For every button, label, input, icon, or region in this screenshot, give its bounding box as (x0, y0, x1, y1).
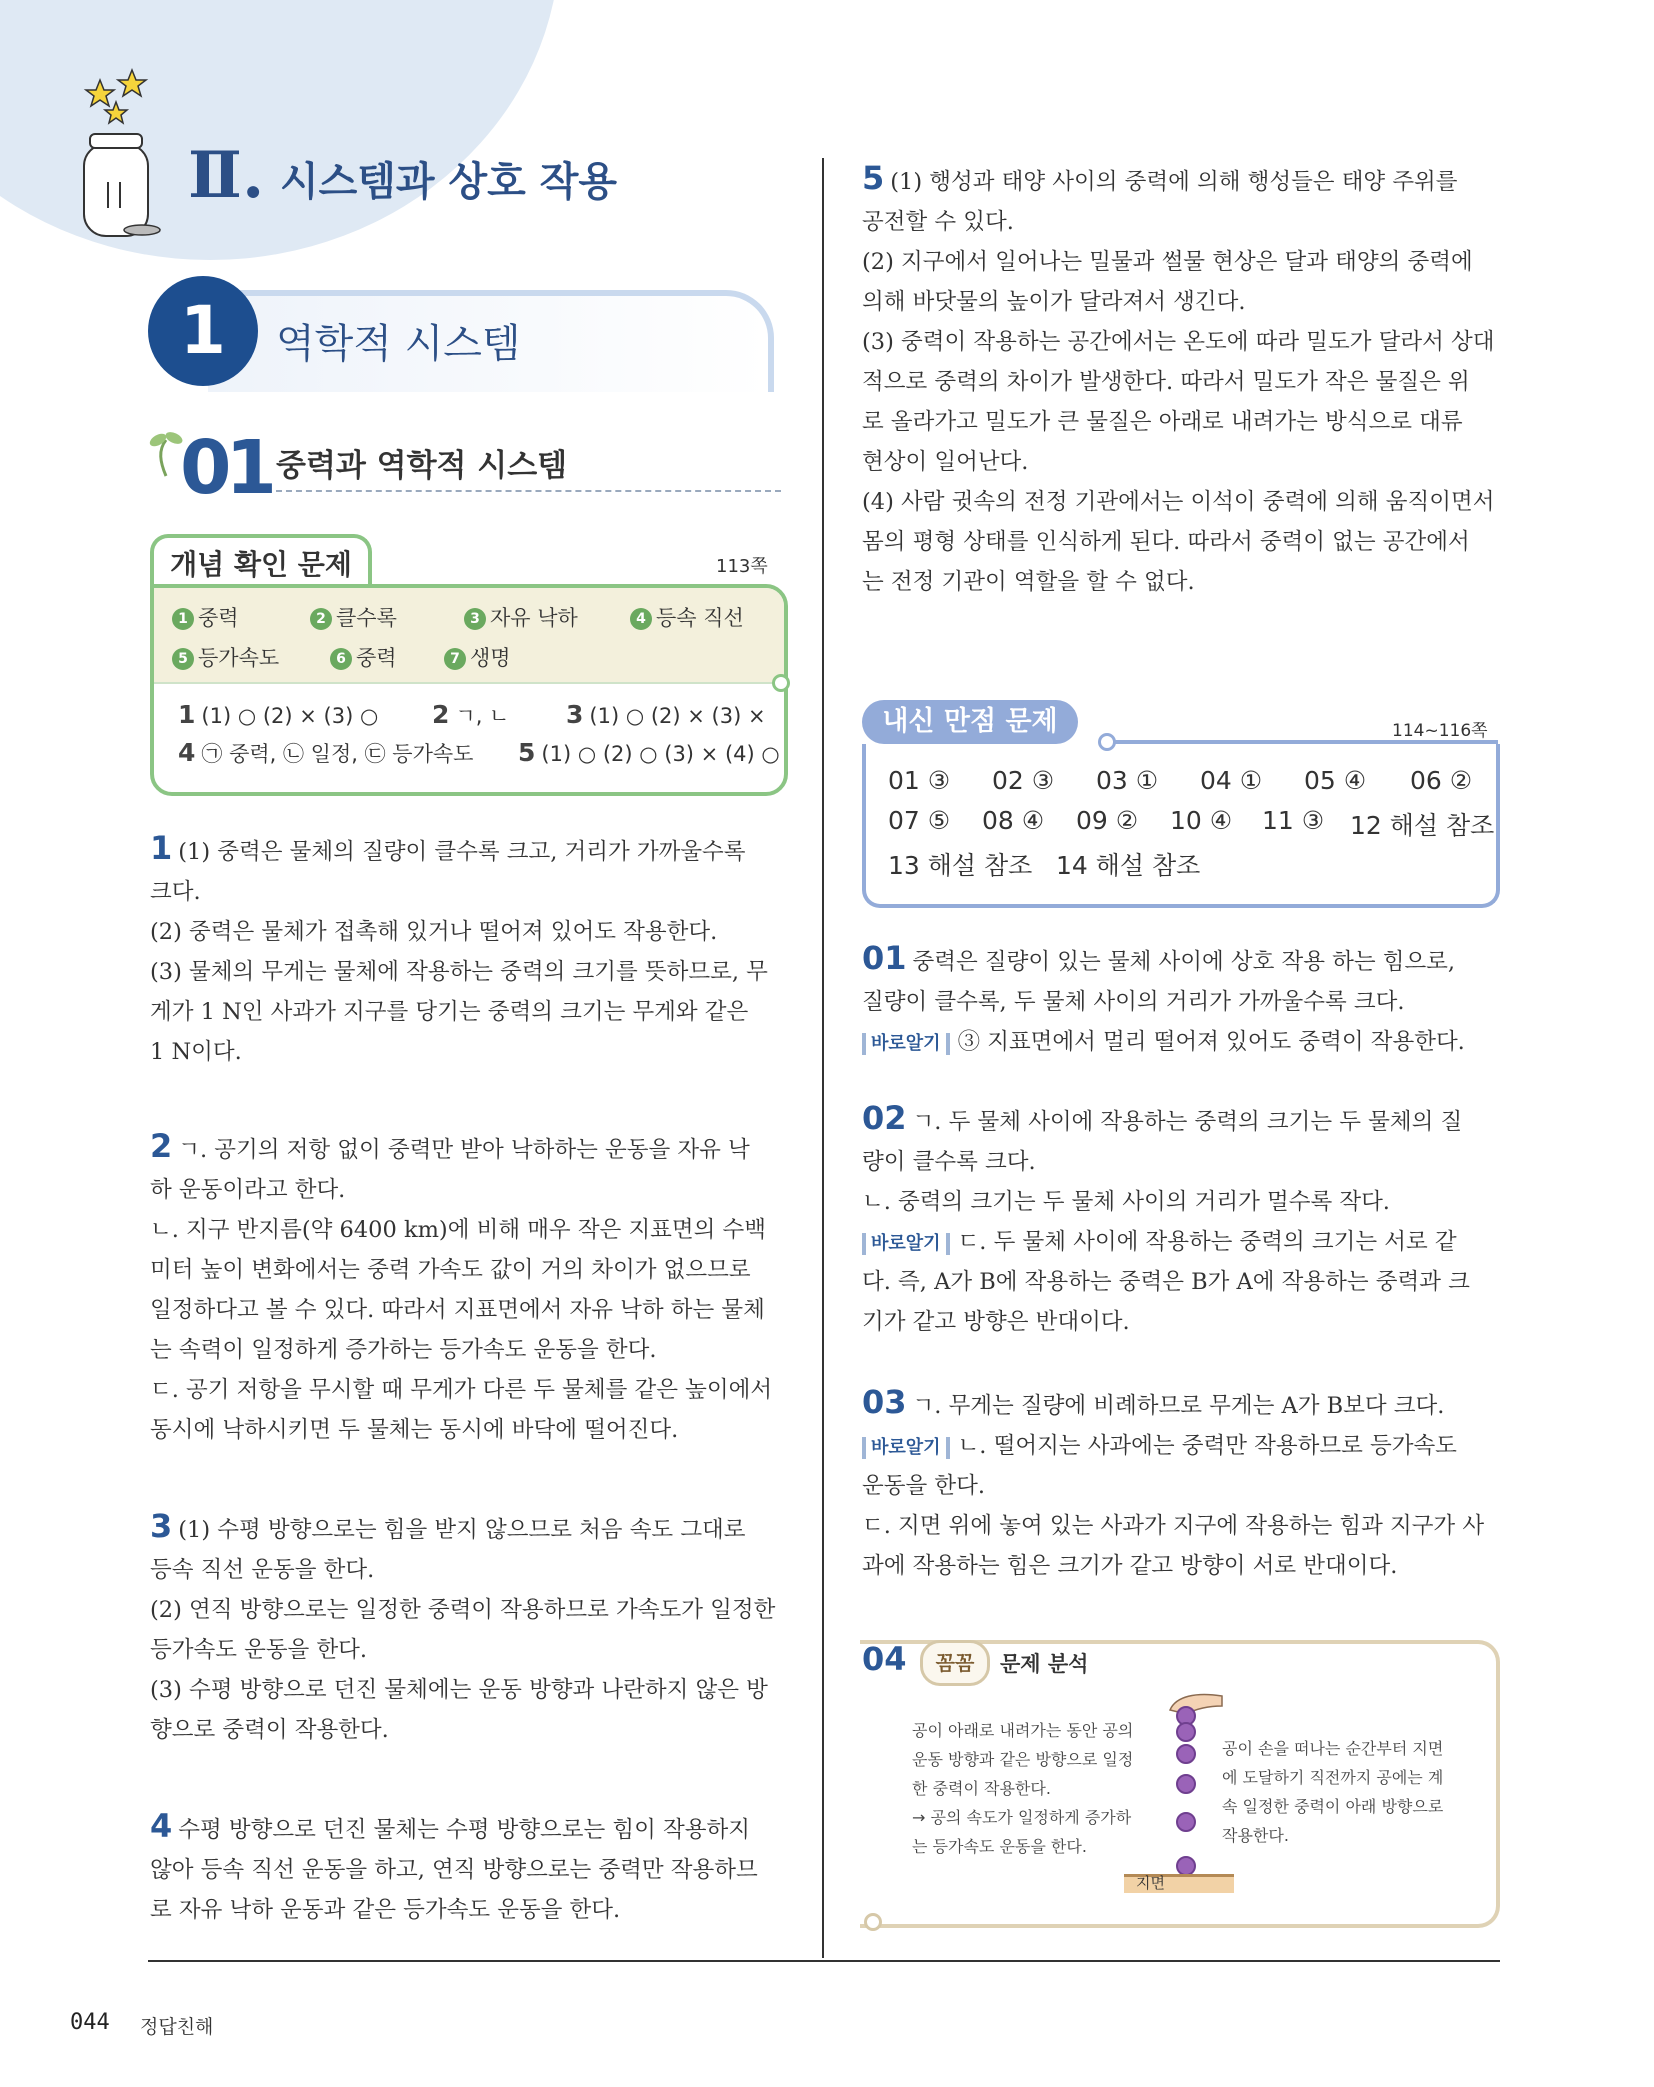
blank-item: 3 자유 낙하 (464, 602, 578, 632)
analysis-left-note: 공이 아래로 내려가는 동안 공의 운동 방향과 같은 방향으로 일정 한 중력이 작용한다. → 공의 속도가 일정하게 증가하 는 등가속도 운동을 한다. (912, 1721, 1134, 1856)
naesin-answer: 09 ② (1076, 806, 1139, 835)
concept-check-box (150, 584, 788, 796)
falling-ball (1176, 1744, 1196, 1764)
naesin-answer: 02 ③ (992, 766, 1055, 795)
falling-ball (1176, 1774, 1196, 1794)
naesin-answer: 10 ④ (1170, 806, 1233, 835)
blank-item: 4 등속 직선 (630, 602, 744, 632)
page-number: 044 (70, 2010, 110, 2035)
naesin-answer: 14 해설 참조 (1056, 851, 1201, 880)
chapter-roman-numeral: Ⅱ. (188, 138, 265, 213)
answer-item: 2 ㄱ, ㄴ (432, 700, 510, 729)
blank-item: 6 중력 (330, 642, 397, 672)
naesin-answer: 12 해설 참조 (1350, 811, 1495, 840)
falling-ball (1176, 1856, 1196, 1876)
answer-item: 1 (1) ○ (2) × (3) ○ (178, 700, 379, 729)
blank-item: 1 중력 (172, 602, 239, 632)
blank-item: 7 생명 (444, 642, 511, 672)
hint-label: 바로알기 (862, 1033, 950, 1055)
explanation-5: 5 (1) 행성과 태양 사이의 중력에 의해 행성들은 태양 주위를 공전할 수 있다. (2) 지구에서 일어나는 밀물과 썰물 현상은 달과 태양의 중력에 의해 바닷물의 높이가 달라져서 생긴다. (3) 중력이 작용하는 공간에서는 온도에 따라 밀도가 달라서 상대 적으로 중력의 차이가 발생한다. 따라서 밀도가 작은 물질은 위 로 올라가고 밀도가 큰 물질은 아래로 내려가는 방식으로 대류 현상이 일어난다. (4) 사람 귓속의 전정 기관에서는 이석이 중력에 의해 움직이면서 몸의 평형 상태를 인식하게 된다. 따라서 중력이 없는 공간에서 는 전정 기관이 역할을 할 수 없다. (862, 159, 1495, 595)
ground-label: 지면 (1136, 1874, 1165, 1892)
explanation-03: 03 ㄱ. 무게는 질량에 비례하므로 무게는 A가 B보다 크다. 바로알기 ㄴ. 떨어지는 사과에는 중력만 작용하므로 등가속도 운동을 한다. ㄷ. 지면 위에 놓여 있는 사과가 지구에 작용하는 힘과 지구가 사 과에 작용하는 힘은 크기가 같고 방향이 서로 반대이다. (862, 1383, 1485, 1579)
footer-rule (148, 1960, 1500, 1962)
analysis-question-number: 04 (862, 1640, 907, 1678)
naesin-answer: 01 ③ (888, 766, 951, 795)
concept-check-divider (154, 682, 784, 684)
explanation-3: 3 (1) 수평 방향으로는 힘을 받지 않으므로 처음 속도 그대로 등속 직선 운동을 한다. (2) 연직 방향으로는 일정한 중력이 작용하므로 가속도가 일정한 등가속도 운동을 한다. (3) 수평 방향으로 던진 물체에는 운동 방향과 나란하지 않은 방 향으로 중력이 작용한다. (150, 1507, 776, 1743)
naesin-answer: 04 ① (1200, 766, 1263, 795)
naesin-answer-box (862, 744, 1500, 908)
concept-check-blanks-area (154, 588, 784, 682)
analysis-right-note: 공이 손을 떠나는 순간부터 지면 에 도달하기 직전까지 공에는 계 속 일정한 중력이 아래 방향으로 작용한다. (1222, 1739, 1444, 1845)
explanation-01: 01 중력은 질량이 있는 물체 사이에 상호 작용 하는 힘으로, 질량이 클수록, 두 물체 사이의 거리가 가까울수록 크다. 바로알기 ③ 지표면에서 멀리 떨어져 있어도 중력이 작용한다. (862, 939, 1465, 1055)
explanation-2: 2 ㄱ. 공기의 저항 없이 중력만 받아 낙하하는 운동을 자유 낙 하 운동이라고 한다. ㄴ. 지구 반지름(약 6400 km)에 비해 매우 작은 지표면의 수백 미터 높이 변화에서는 중력 가속도 값이 거의 차이가 없으므로 일정하다고 볼 수 있다. 따라서 지표면에서 자유 낙하 하는 물체 는 속력이 일정하게 증가하는 등가속도 운동을 한다. ㄷ. 공기 저항을 무시할 때 무게가 다른 두 물체를 같은 높이에서 동시에 낙하시키면 두 물체는 동시에 바닥에 떨어진다. (150, 1127, 773, 1443)
hand-icon (1166, 1688, 1226, 1716)
unit-number: 1 (148, 276, 258, 386)
hint-label: 바로알기 (862, 1437, 950, 1459)
answer-item: 3 (1) ○ (2) × (3) × (566, 700, 766, 729)
hint-label: 바로알기 (862, 1233, 950, 1255)
analysis-title: 문제 분석 (1000, 1652, 1089, 1676)
jar-mascot-icon (70, 60, 180, 240)
naesin-page: 114~116쪽 (1392, 721, 1488, 741)
blank-item: 5 등가속도 (172, 642, 279, 672)
naesin-answer: 05 ④ (1304, 766, 1367, 795)
naesin-answer: 13 해설 참조 (888, 851, 1033, 880)
falling-ball (1176, 1722, 1196, 1742)
unit-title: 역학적 시스템 (276, 321, 521, 367)
explanation-4: 4 수평 방향으로 던진 물체는 수평 방향으로는 힘이 작용하지 않아 등속 직선 운동을 하고, 연직 방향으로는 중력만 작용하므 로 자유 낙하 운동과 같은 등가속도 운동을 한다. (150, 1807, 758, 1923)
analysis-dot (864, 1913, 882, 1931)
column-divider (822, 158, 824, 1958)
unit-header (148, 276, 778, 396)
naesin-answer: 08 ④ (982, 806, 1045, 835)
chapter-title: 시스템과 상호 작용 (280, 159, 617, 205)
concept-check-tab: 개념 확인 문제 (150, 534, 372, 588)
answer-item: 5 (1) ○ (2) ○ (3) × (4) ○ (518, 738, 780, 767)
explanation-1: 1 (1) 중력은 물체의 질량이 클수록 크고, 거리가 가까울수록 크다. (2) 중력은 물체가 접촉해 있거나 떨어져 있어도 작용한다. (3) 물체의 무게는 물체에 작용하는 중력의 크기를 뜻하므로, 무 게가 1 N인 사과가 지구를 당기는 중력의 크기는 무게와 같은 1 N이다. (150, 829, 768, 1065)
naesin-answer: 11 ③ (1262, 806, 1325, 835)
blank-item: 2 클수록 (310, 602, 397, 632)
concept-check-page: 113쪽 (716, 556, 768, 577)
section-title: 중력과 역학적 시스템 (276, 448, 568, 484)
naesin-tab: 내신 만점 문제 (862, 700, 1078, 744)
section-number: 01 (180, 425, 271, 511)
answer-item: 4 ㉠ 중력, ㉡ 일정, ㉢ 등가속도 (178, 738, 474, 767)
falling-ball (1176, 1812, 1196, 1832)
naesin-answer: 06 ② (1410, 766, 1473, 795)
naesin-answer: 07 ⑤ (888, 806, 951, 835)
concept-check-corner-dot (772, 674, 790, 692)
analysis-badge: 꼼꼼 (920, 1640, 990, 1686)
section-title-underline (276, 490, 781, 492)
naesin-answer: 03 ① (1096, 766, 1159, 795)
footer-label: 정답친해 (140, 2016, 214, 2038)
explanation-02: 02 ㄱ. 두 물체 사이에 작용하는 중력의 크기는 두 물체의 질 량이 클수록 크다. ㄴ. 중력의 크기는 두 물체 사이의 거리가 멀수록 작다. 바로알기 ㄷ. 두 물체 사이에 작용하는 중력의 크기는 서로 같 다. 즉, A가 B에 작용하는 중력은 B가 A에 작용하는 중력과 크 기가 같고 방향은 반대이다. (862, 1099, 1470, 1335)
